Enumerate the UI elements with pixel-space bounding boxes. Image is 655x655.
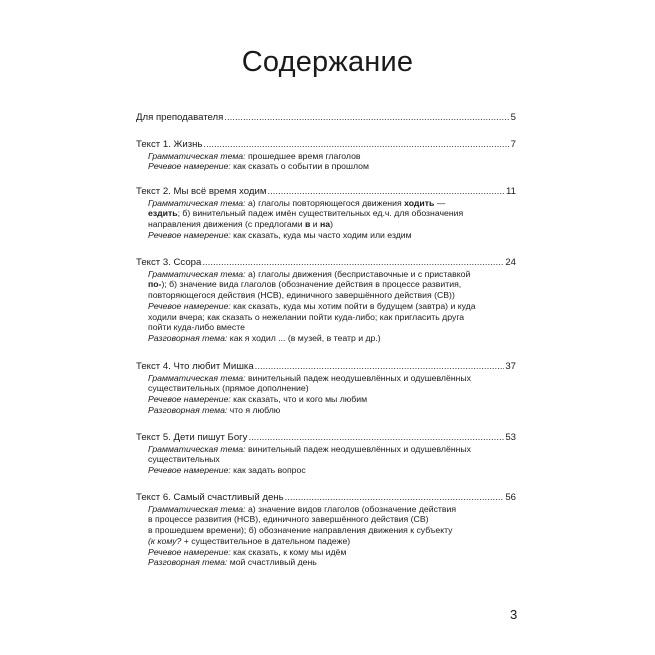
leader-dots	[203, 139, 509, 151]
toc-entry-label: Текст 4. Что любит Мишка	[136, 361, 254, 372]
toc-entry-label: Текст 6. Самый счастливый день	[136, 492, 284, 503]
grammar-topic: Грамматическая тема: а) глаголы повторяющегося движения ходить —	[148, 197, 446, 208]
toc-entry-teacher[interactable]	[136, 112, 516, 124]
speech-intent: Речевое намерение: как сказать, к кому мы идём	[148, 546, 347, 557]
toc-page-number: 7	[510, 139, 516, 150]
speech-intent: Речевое намерение: как сказать, куда мы хотим пойти в будущем (завтра) и куда	[148, 300, 476, 311]
grammar-topic: Грамматическая тема: винительный падеж неодушевлённых и одушевлённых	[148, 443, 472, 454]
toc-entry-text-1[interactable]	[136, 139, 516, 172]
grammar-topic-cont: существительных	[148, 454, 220, 465]
leader-dots	[248, 432, 504, 444]
toc-entry-text-2[interactable]	[136, 186, 516, 241]
toc-page-number: 5	[510, 112, 516, 123]
speech-intent: Речевое намерение: как сказать, куда мы часто ходим или ездим	[148, 229, 412, 240]
conversation-topic: Разговорная тема: как я ходил ... (в музей, в театр и др.)	[148, 333, 381, 344]
toc-entry-label: Текст 5. Дети пишут Богу	[136, 432, 248, 443]
page-title: Содержание	[241, 46, 414, 78]
toc-page-number: 37	[505, 361, 516, 372]
leader-dots	[224, 112, 509, 124]
toc-entry-text-6[interactable]	[136, 492, 516, 568]
conversation-topic: Разговорная тема: что я люблю	[148, 404, 281, 415]
toc-page-number: 56	[505, 492, 516, 503]
grammar-topic-cont: ездить; б) винительный падеж имён существительных ед.ч. для обозначения	[148, 208, 464, 219]
toc-entry-text-4[interactable]	[136, 361, 516, 416]
conversation-topic: Разговорная тема: мой счастливый день	[148, 557, 317, 568]
toc-entry-label: Для преподавателя	[136, 112, 224, 123]
speech-intent-cont: ходили вчера; как сказать о нежелании пойти куда-либо; как пригласить друга	[148, 311, 465, 322]
toc-page-number: 24	[505, 257, 516, 268]
toc-entry-text-5[interactable]	[136, 432, 516, 476]
toc-page-number: 11	[506, 186, 516, 197]
toc-entry-label: Текст 1. Жизнь	[136, 139, 203, 150]
grammar-topic-cont: повторяющегося действия (НСВ), единичного завершённого действия (СВ))	[148, 290, 455, 301]
grammar-topic-cont: направления движения (с предлогами в и на)	[148, 219, 334, 230]
toc-entry-label: Текст 2. Мы всё время ходим	[136, 186, 267, 197]
toc-entry-text-3[interactable]	[136, 257, 516, 344]
speech-intent-cont: пойти куда-либо вместе	[148, 322, 245, 333]
grammar-topic-cont: в процессе развития (НСВ), единичного завершённого действия (СВ)	[148, 514, 429, 525]
speech-intent: Речевое намерение: как сказать, что и кого мы любим	[148, 394, 368, 405]
leader-dots	[202, 257, 504, 269]
speech-intent: Речевое намерение: как задать вопрос	[148, 465, 306, 476]
grammar-topic-cont: в прошедшем времени); б) обозначение направления движения к субъекту	[148, 525, 453, 536]
leader-dots	[285, 492, 505, 504]
grammar-topic-cont: существительных (прямое дополнение)	[148, 383, 309, 394]
toc-entry-label: Текст 3. Ссора	[136, 257, 202, 268]
leader-dots	[267, 186, 505, 198]
toc-page-number: 53	[505, 432, 516, 443]
leader-dots	[255, 361, 505, 373]
speech-intent: Речевое намерение: как сказать о событии в прошлом	[148, 161, 369, 172]
grammar-topic-cont: по-); б) значение вида глаголов (обозначение действия в процессе развития,	[148, 279, 462, 290]
page-number: 3	[510, 607, 518, 622]
grammar-topic: Грамматическая тема: прошедшее время глаголов	[148, 150, 361, 161]
grammar-topic-cont: (к кому? + существительное в дательном падеже)	[148, 535, 351, 546]
grammar-topic: Грамматическая тема: а) значение видов глаголов (обозначение действия	[148, 503, 457, 514]
grammar-topic: Грамматическая тема: винительный падеж неодушевлённых и одушевлённых	[148, 372, 472, 383]
grammar-topic: Грамматическая тема: а) глаголы движения (бесприставочные и с приставкой	[148, 268, 471, 279]
